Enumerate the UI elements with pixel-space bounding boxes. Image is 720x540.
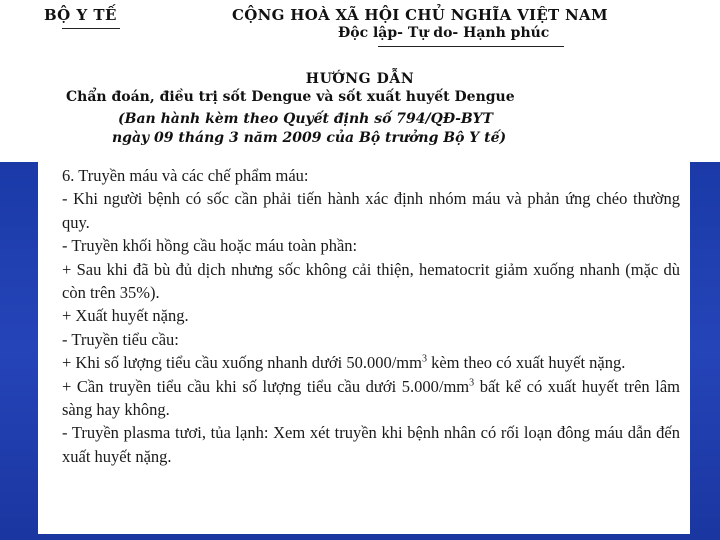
section-heading: 6. Truyền máu và các chế phẩm máu:	[62, 166, 309, 185]
issued-by-line-1: (Ban hành kèm theo Quyết định số 794/QĐ-BYT	[118, 111, 493, 127]
paragraph-red-cell-transfusion: - Truyền khối hồng cầu hoặc máu toàn phần:	[62, 236, 358, 256]
platelet-50000-tail: kèm theo có xuất huyết nặng.	[426, 353, 626, 373]
paragraph-plasma: - Truyền plasma tươi, tủa lạnh: Xem xét truyền khi bệnh nhân có rối loạn đông máu dẫn đến xuất huyết nặng.	[62, 423, 680, 466]
paragraph-shock-hematocrit: + Sau khi đã bù đủ dịch nhưng sốc không cải thiện, hematocrit giảm xuống nhanh (mặc dù còn trên 35%).	[62, 259, 680, 303]
left-blue-band	[0, 162, 38, 540]
document-header	[0, 0, 720, 162]
paragraph-platelet-5000	[62, 375, 680, 422]
bottom-blue-band	[0, 534, 720, 540]
motto-underline	[378, 46, 564, 47]
paragraph-platelet-50000	[62, 351, 680, 374]
paragraph-severe-bleeding: + Xuất huyết nặng.	[62, 306, 189, 326]
republic-name: CỘNG HOÀ XÃ HỘI CHỦ NGHĨA VIỆT NAM	[232, 6, 608, 24]
platelet-5000-text: + Cần truyền tiểu cầu khi số lượng tiểu cầu dưới 5.000/mm	[62, 376, 470, 396]
right-blue-band	[690, 162, 720, 540]
document-subtitle: Chẩn đoán, điều trị sốt Dengue và sốt xuất huyết Dengue	[66, 89, 515, 105]
platelet-5000-exponent: 3	[469, 377, 475, 389]
ministry-underline	[62, 28, 120, 29]
ministry-name: BỘ Y TẾ	[44, 6, 117, 24]
paragraph-platelet-transfusion: - Truyền tiểu cầu:	[62, 329, 179, 349]
national-motto: Độc lập- Tự do- Hạnh phúc	[338, 25, 550, 41]
platelet-50000-exponent: 3	[421, 353, 427, 365]
document-body	[62, 164, 680, 468]
issued-by-line-2: ngày 09 tháng 3 năm 2009 của Bộ trưởng Bộ Y tế)	[112, 130, 507, 146]
paragraph-blood-typing: - Khi người bệnh có sốc cần phải tiến hành xác định nhóm máu và phản ứng chéo thường quy.	[62, 189, 680, 232]
platelet-50000-text: + Khi số lượng tiểu cầu xuống nhanh dưới 50.000/mm	[62, 353, 422, 373]
document-title: HƯỚNG DẪN	[305, 71, 415, 87]
platelet-5000-tail: bất kể có xuất huyết trên lâm sàng hay không.	[62, 376, 681, 420]
